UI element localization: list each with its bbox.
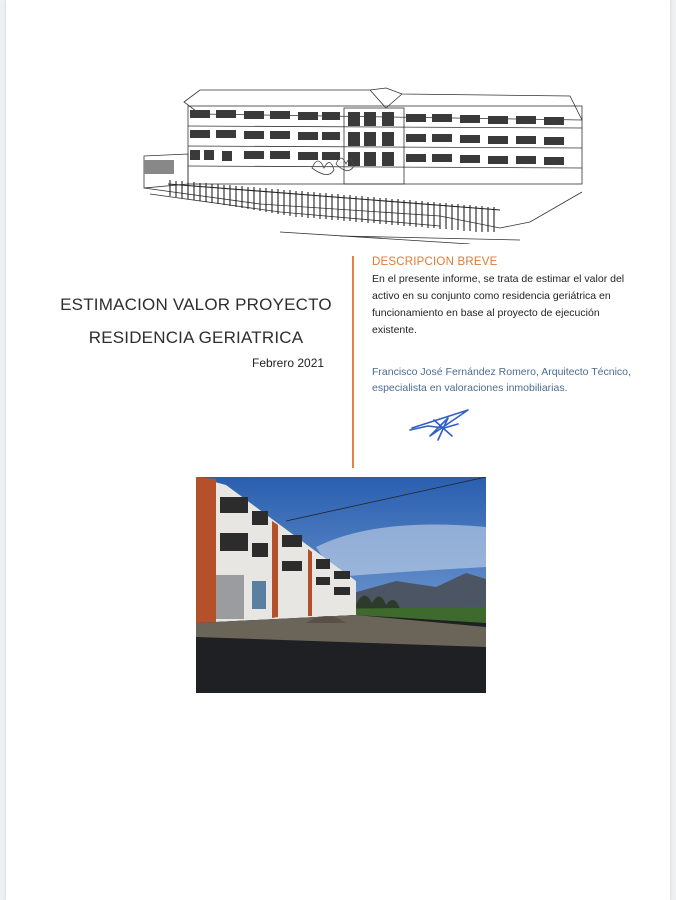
document-page [6, 0, 670, 900]
author-credit: Francisco José Fernández Romero, Arquitecto Técnico, especialista en valoraciones inmobiliarias. [372, 366, 631, 394]
building-photo [196, 477, 486, 693]
document-date: Febrero 2021 [252, 356, 325, 370]
description-body: En el presente informe, se trata de estimar el valor del activo en su conjunto como residencia geriátrica en funcionamiento en base al proyecto de ejecución existente. [372, 273, 625, 336]
signature-image [408, 406, 474, 442]
vertical-divider [352, 256, 354, 468]
title-line-1: ESTIMACION VALOR PROYECTO [60, 295, 332, 314]
building-sketch-illustration [140, 84, 586, 244]
description-heading: DESCRIPCION BREVE [372, 256, 498, 268]
document-title [46, 288, 346, 354]
title-line-2: RESIDENCIA GERIATRICA [88, 328, 304, 347]
